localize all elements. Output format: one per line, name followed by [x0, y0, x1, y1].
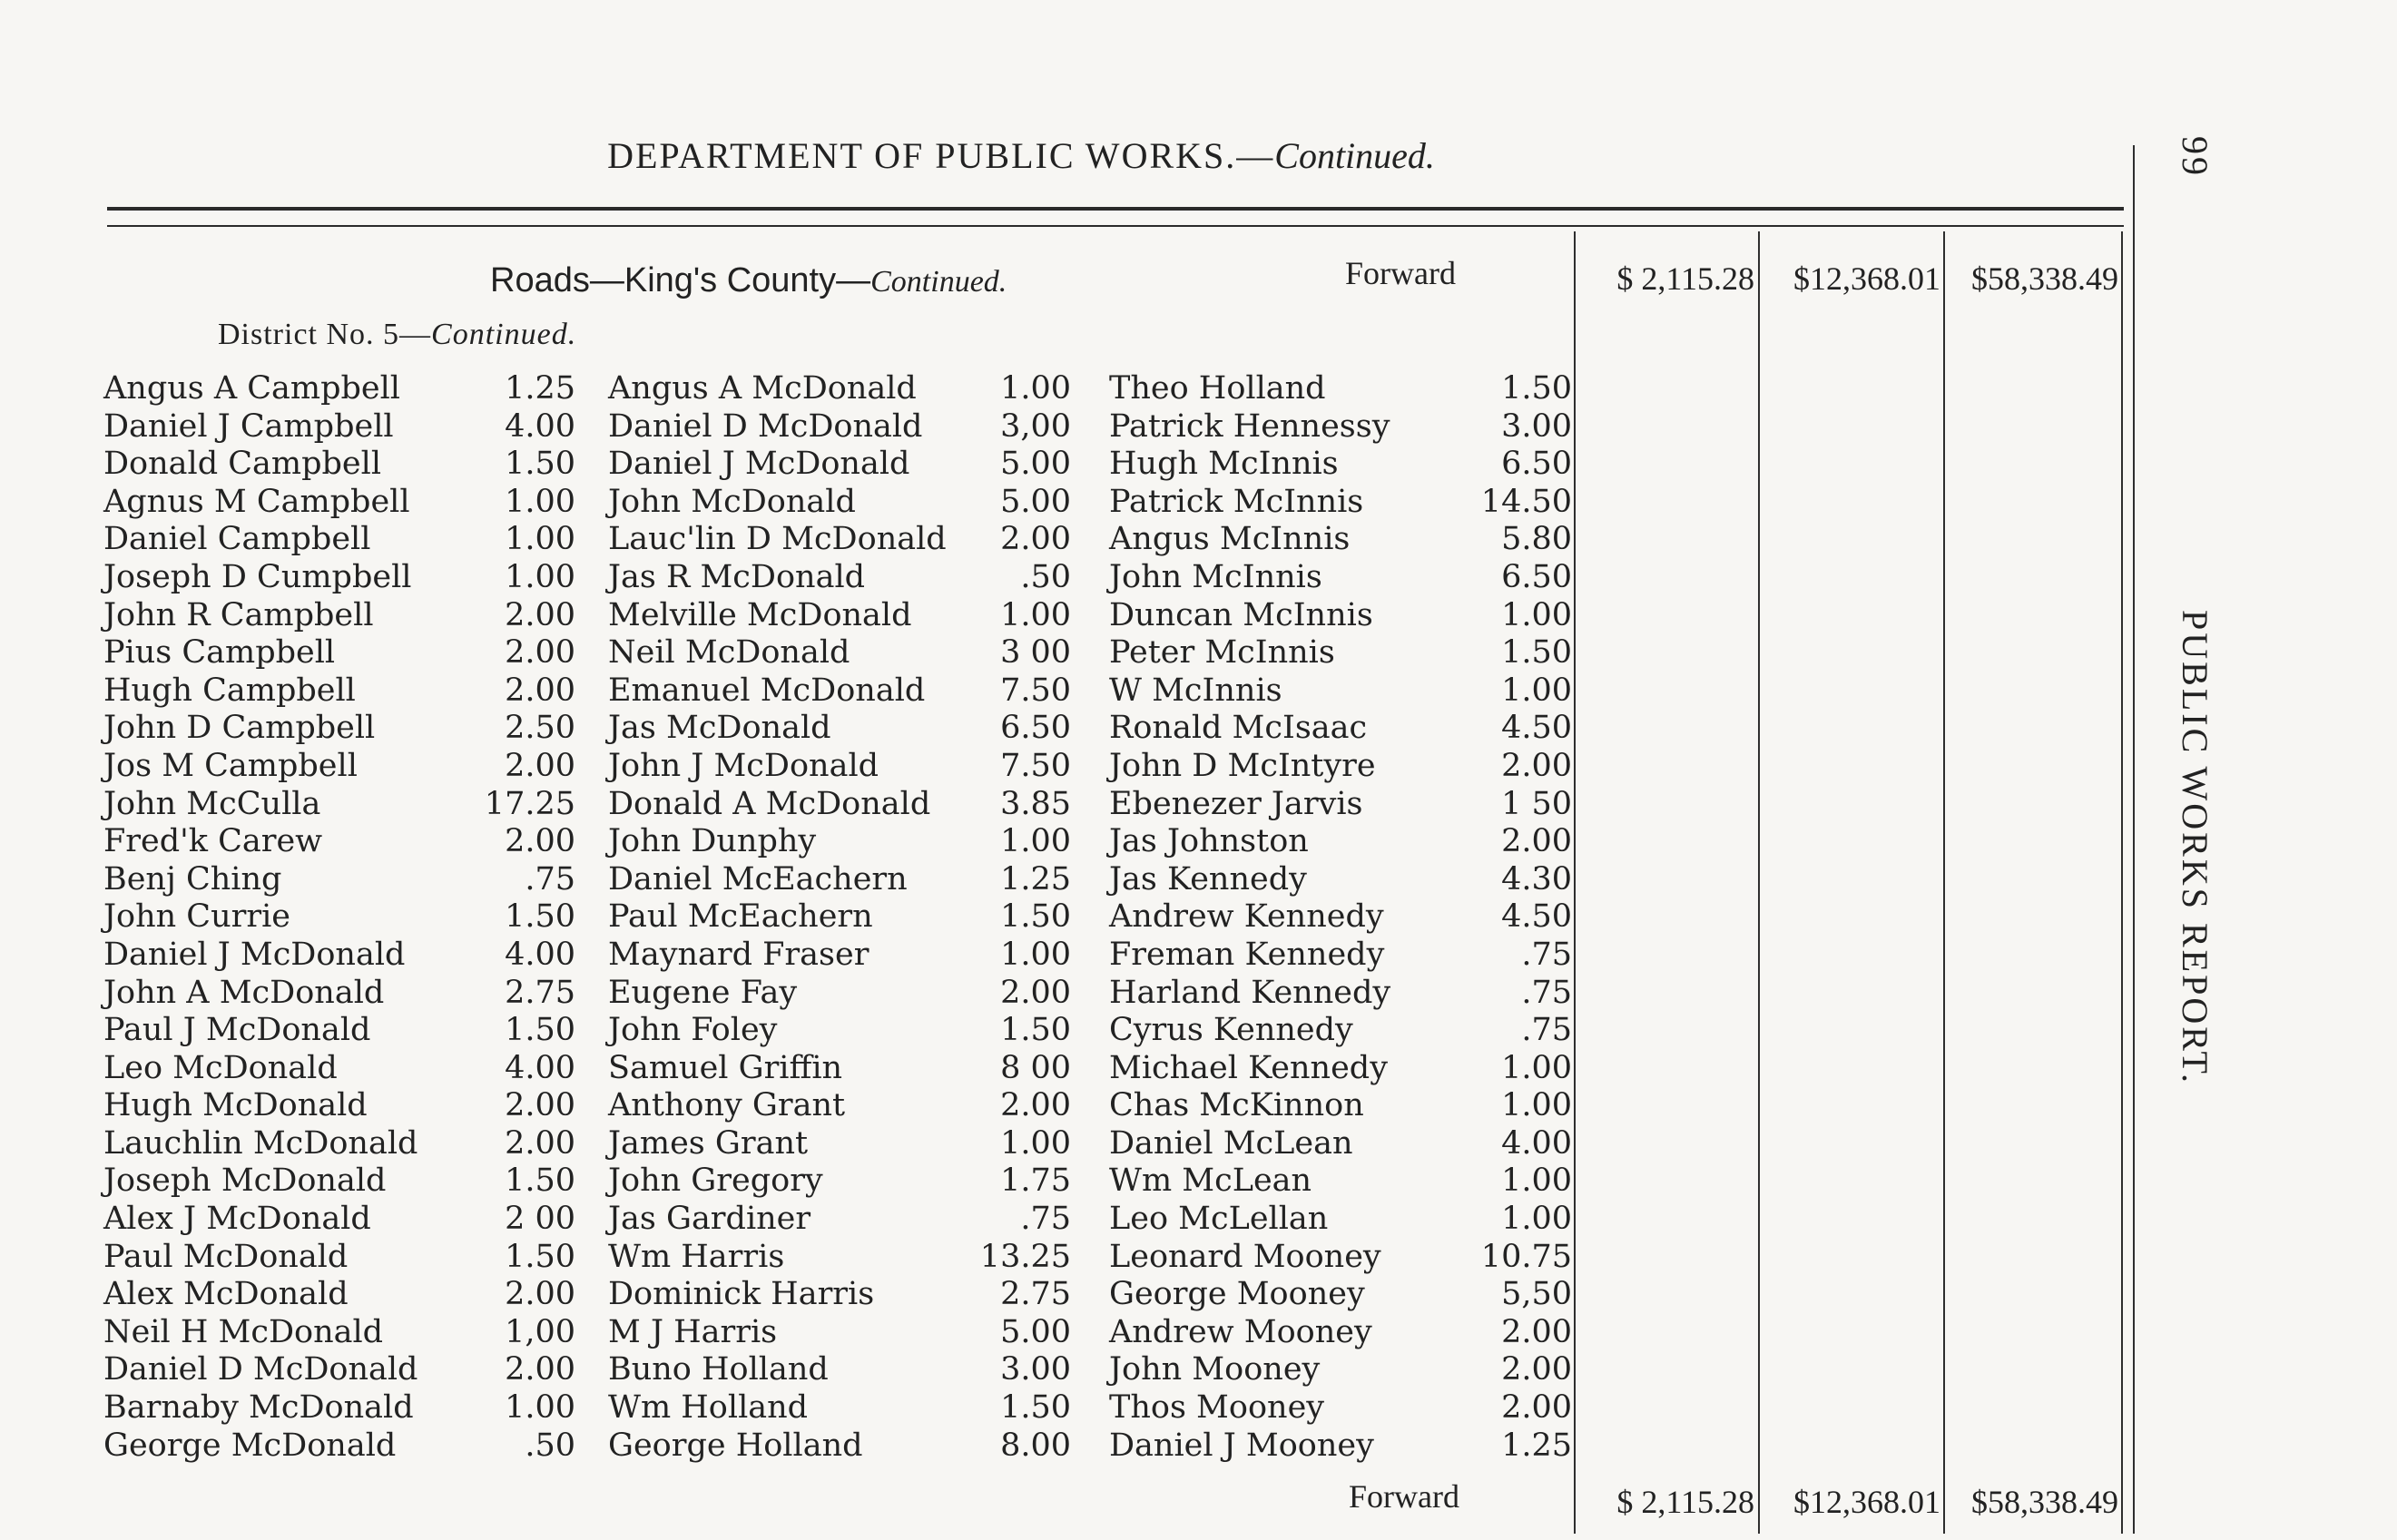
list-item — [103, 710, 575, 748]
list-item — [608, 861, 1071, 899]
list-item — [608, 1314, 1071, 1352]
list-item — [1109, 1012, 1572, 1050]
payee-name: Theo Holland — [1109, 370, 1326, 407]
list-item — [1109, 672, 1572, 711]
payee-name: Benj Ching — [103, 860, 282, 898]
payee-name: Daniel McEachern — [608, 860, 908, 898]
page-number: 99 — [2175, 136, 2215, 178]
payee-name: Daniel J Campbell — [103, 407, 394, 445]
payee-amount: 1 50 — [1501, 785, 1572, 822]
list-item — [608, 1125, 1071, 1163]
payee-amount: 3.00 — [1000, 1351, 1071, 1388]
payee-amount: 8.00 — [1000, 1427, 1071, 1464]
payee-name: W McInnis — [1109, 672, 1282, 709]
payee-amount: 7.50 — [1000, 672, 1071, 709]
list-item — [608, 975, 1071, 1013]
payee-name: Wm Holland — [608, 1389, 809, 1427]
list-item — [1109, 597, 1572, 635]
payee-amount: 10.75 — [1480, 1238, 1572, 1275]
list-item — [103, 1162, 575, 1201]
payee-name: Jas Kennedy — [1109, 860, 1307, 898]
list-item — [103, 370, 575, 408]
list-item — [103, 1012, 575, 1050]
running-title: PUBLIC WORKS REPORT. — [2175, 610, 2215, 1085]
payee-amount: .75 — [525, 860, 575, 898]
payee-name: Peter McInnis — [1109, 634, 1335, 672]
payee-amount: 3,00 — [1000, 407, 1071, 445]
payee-amount: 1.50 — [1000, 1389, 1071, 1427]
payee-amount: 2.00 — [505, 596, 575, 633]
payee-amount: 2.00 — [505, 1351, 575, 1388]
list-item — [1109, 634, 1572, 672]
payee-amount: 3 00 — [1000, 634, 1071, 672]
payee-amount: 2.00 — [1501, 823, 1572, 860]
list-item — [1109, 1314, 1572, 1352]
payee-name: Samuel Griffin — [608, 1049, 843, 1086]
list-item — [103, 484, 575, 522]
list-item — [608, 748, 1071, 786]
list-item — [1109, 1087, 1572, 1125]
list-item — [608, 597, 1071, 635]
payee-name: Alex J McDonald — [103, 1201, 371, 1238]
payee-name: Maynard Fraser — [608, 936, 869, 973]
payee-amount: 13.25 — [979, 1238, 1071, 1275]
payee-amount: 2.50 — [505, 710, 575, 747]
payee-name: Andrew Kennedy — [1109, 898, 1384, 936]
list-item — [1109, 408, 1572, 446]
payee-amount: 4.00 — [505, 407, 575, 445]
payee-name: John J McDonald — [608, 747, 879, 784]
payee-name: Fred'k Carew — [103, 823, 323, 860]
list-item — [608, 823, 1071, 861]
payee-amount: 2.00 — [1501, 1313, 1572, 1350]
payee-name: John Foley — [608, 1012, 778, 1049]
payee-name: James Grant — [608, 1124, 809, 1162]
payee-amount: 3.00 — [1501, 407, 1572, 445]
list-item — [608, 1012, 1071, 1050]
payee-amount: .75 — [1020, 1201, 1071, 1238]
section-title — [490, 261, 1007, 300]
header-rule-bottom — [107, 225, 2124, 227]
list-item — [1109, 786, 1572, 824]
payee-amount: 1.00 — [1501, 672, 1572, 709]
payee-amount: 3.85 — [1000, 785, 1071, 822]
list-item — [608, 786, 1071, 824]
payee-name: Jos M Campbell — [103, 747, 358, 784]
payee-name: Andrew Mooney — [1109, 1313, 1372, 1350]
list-item — [608, 484, 1071, 522]
margin-rule — [2133, 145, 2135, 1534]
list-item — [1109, 370, 1572, 408]
district-heading-text: District No. 5— — [218, 318, 432, 351]
payee-name: John Dunphy — [608, 823, 817, 860]
list-item — [608, 559, 1071, 597]
list-item — [608, 1201, 1071, 1239]
list-item — [103, 1050, 575, 1088]
payee-name: John D McIntyre — [1109, 747, 1376, 784]
payee-amount: 1.00 — [1000, 596, 1071, 633]
payee-amount: 6.50 — [1000, 710, 1071, 747]
header-title: DEPARTMENT OF PUBLIC WORKS.— — [607, 135, 1275, 176]
payee-name: Angus McInnis — [1109, 521, 1351, 558]
header-continued: Continued. — [1274, 135, 1435, 176]
list-item — [608, 1276, 1071, 1314]
payee-name: Lauc'lin D McDonald — [608, 521, 947, 558]
list-item — [1109, 521, 1572, 559]
payee-amount: 2.00 — [1000, 974, 1071, 1011]
payee-name: Joseph D Cumpbell — [103, 558, 412, 595]
list-item — [608, 1087, 1071, 1125]
payee-amount: 5.00 — [1000, 483, 1071, 520]
payee-amount: 2.75 — [505, 974, 575, 1011]
list-item — [1109, 823, 1572, 861]
payee-amount: 7.50 — [1000, 747, 1071, 784]
payee-amount: 4.00 — [1501, 1124, 1572, 1162]
payee-name: Patrick McInnis — [1109, 483, 1364, 520]
payee-name: Harland Kennedy — [1109, 974, 1391, 1011]
forward-top-col2: $12,368.01 — [1793, 260, 1940, 297]
forward-label-top: Forward — [1345, 255, 1456, 291]
payee-name: John McCulla — [103, 785, 321, 822]
forward-bottom-col1: $ 2,115.28 — [1616, 1484, 1754, 1520]
forward-top-col3: $58,338.49 — [1971, 260, 2118, 297]
list-item — [103, 408, 575, 446]
section-title-text: Roads—King's County— — [490, 261, 871, 299]
payee-amount: 2.00 — [505, 823, 575, 860]
list-item — [1109, 1276, 1572, 1314]
payee-amount: 2.00 — [1000, 521, 1071, 558]
header-rule-top — [107, 207, 2124, 211]
payee-amount: 1.50 — [1000, 1012, 1071, 1049]
list-item — [103, 1314, 575, 1352]
section-title-continued: Continued. — [870, 265, 1007, 299]
payee-name: Thos Mooney — [1109, 1389, 1325, 1427]
payee-name: Daniel McLean — [1109, 1124, 1353, 1162]
list-item — [608, 1239, 1071, 1277]
payee-amount: 4.50 — [1501, 898, 1572, 936]
payee-name: Paul McEachern — [608, 898, 873, 936]
list-item — [608, 408, 1071, 446]
payee-name: Leo McLellan — [1109, 1201, 1329, 1238]
forward-label-bottom: Forward — [1349, 1478, 1459, 1515]
payee-amount: 1.50 — [1501, 370, 1572, 407]
payee-name: Neil H McDonald — [103, 1313, 384, 1350]
forward-bottom-col2: $12,368.01 — [1793, 1484, 1940, 1520]
list-item — [103, 597, 575, 635]
payee-amount: 1.00 — [1501, 1049, 1572, 1086]
payee-name: Paul J McDonald — [103, 1012, 371, 1049]
payee-name: Donald Campbell — [103, 446, 382, 483]
payee-amount: 6.50 — [1501, 558, 1572, 595]
forward-top-col1: $ 2,115.28 — [1616, 260, 1754, 297]
payee-name: Patrick Hennessy — [1109, 407, 1390, 445]
payee-amount: 4.50 — [1501, 710, 1572, 747]
payee-amount: .75 — [1521, 936, 1572, 973]
payee-amount: .50 — [1020, 558, 1071, 595]
payee-amount: 1.00 — [1501, 596, 1572, 633]
payee-amount: 1.00 — [1000, 1124, 1071, 1162]
payee-name: John Mooney — [1109, 1351, 1321, 1388]
payee-name: Cyrus Kennedy — [1109, 1012, 1353, 1049]
payee-name: Hugh McInnis — [1109, 446, 1339, 483]
list-item — [103, 1276, 575, 1314]
payee-amount: 4.00 — [505, 1049, 575, 1086]
payee-name: Alex McDonald — [103, 1276, 349, 1313]
payee-name: Jas Gardiner — [608, 1201, 811, 1238]
list-item — [608, 672, 1071, 711]
payee-name: Wm McLean — [1109, 1162, 1312, 1200]
payee-amount: 1.50 — [505, 1238, 575, 1275]
list-item — [1109, 898, 1572, 937]
page-header — [0, 134, 2042, 177]
list-item — [608, 370, 1071, 408]
names-column-2 — [608, 370, 1071, 1465]
list-item — [1109, 559, 1572, 597]
list-item — [1109, 446, 1572, 484]
payee-amount: 2.00 — [505, 672, 575, 709]
list-item — [103, 1351, 575, 1389]
list-item — [103, 937, 575, 975]
payee-amount: 2.00 — [1000, 1087, 1071, 1124]
payee-name: George McDonald — [103, 1427, 397, 1464]
payee-amount: 1.50 — [505, 898, 575, 936]
amount-col-rule-3 — [1943, 231, 1945, 1534]
list-item — [103, 786, 575, 824]
payee-amount: .50 — [525, 1427, 575, 1464]
list-item — [103, 861, 575, 899]
payee-amount: 5.80 — [1501, 521, 1572, 558]
list-item — [103, 446, 575, 484]
payee-amount: 1.00 — [505, 558, 575, 595]
list-item — [1109, 484, 1572, 522]
payee-amount: .75 — [1521, 974, 1572, 1011]
payee-name: Duncan McInnis — [1109, 596, 1373, 633]
payee-amount: 8 00 — [1000, 1049, 1071, 1086]
payee-amount: 2.75 — [1000, 1276, 1071, 1313]
payee-name: John D Campbell — [103, 710, 376, 747]
payee-name: Jas R McDonald — [608, 558, 866, 595]
payee-name: M J Harris — [608, 1313, 778, 1350]
payee-name: Chas McKinnon — [1109, 1087, 1364, 1124]
list-item — [608, 1162, 1071, 1201]
list-item — [1109, 1050, 1572, 1088]
payee-name: Daniel Campbell — [103, 521, 371, 558]
payee-amount: 2.00 — [505, 747, 575, 784]
payee-name: John R Campbell — [103, 596, 374, 633]
payee-amount: 1.00 — [1501, 1162, 1572, 1200]
list-item — [103, 1087, 575, 1125]
payee-amount: 2.00 — [1501, 747, 1572, 784]
list-item — [103, 634, 575, 672]
list-item — [608, 1050, 1071, 1088]
district-heading — [218, 318, 576, 352]
payee-name: Jas McDonald — [608, 710, 831, 747]
payee-amount: 1.50 — [505, 1162, 575, 1200]
payee-amount: 1.00 — [1000, 823, 1071, 860]
list-item — [608, 898, 1071, 937]
payee-amount: 1.75 — [1000, 1162, 1071, 1200]
list-item — [103, 521, 575, 559]
list-item — [103, 898, 575, 937]
payee-amount: 1.00 — [505, 483, 575, 520]
payee-name: Daniel J McDonald — [608, 446, 910, 483]
list-item — [1109, 710, 1572, 748]
list-item — [1109, 1125, 1572, 1163]
list-item — [103, 1427, 575, 1466]
payee-amount: 5.00 — [1000, 1313, 1071, 1350]
payee-name: John Gregory — [608, 1162, 823, 1200]
list-item — [608, 1389, 1071, 1427]
names-column-1 — [103, 370, 575, 1465]
amount-col-rule-2 — [1758, 231, 1760, 1534]
payee-amount: 2 00 — [505, 1201, 575, 1238]
payee-amount: 1.00 — [1000, 370, 1071, 407]
payee-amount: 1.00 — [1501, 1201, 1572, 1238]
payee-name: Agnus M Campbell — [103, 483, 410, 520]
list-item — [1109, 1389, 1572, 1427]
list-item — [1109, 748, 1572, 786]
list-item — [1109, 1427, 1572, 1466]
payee-amount: 1.50 — [505, 446, 575, 483]
list-item — [103, 559, 575, 597]
list-item — [1109, 937, 1572, 975]
list-item — [103, 748, 575, 786]
payee-name: Angus A McDonald — [608, 370, 917, 407]
payee-name: Leonard Mooney — [1109, 1238, 1381, 1275]
payee-amount: 2.00 — [1501, 1389, 1572, 1427]
amount-col-rule-1 — [1574, 231, 1576, 1534]
payee-name: Barnaby McDonald — [103, 1389, 414, 1427]
list-item — [608, 1427, 1071, 1466]
list-item — [103, 1201, 575, 1239]
payee-name: Daniel J Mooney — [1109, 1427, 1374, 1464]
payee-name: Ronald McIsaac — [1109, 710, 1368, 747]
list-item — [1109, 975, 1572, 1013]
payee-name: Daniel D McDonald — [103, 1351, 418, 1388]
list-item — [1109, 1351, 1572, 1389]
list-item — [608, 937, 1071, 975]
payee-name: John McDonald — [608, 483, 856, 520]
list-item — [1109, 861, 1572, 899]
payee-name: Angus A Campbell — [103, 370, 400, 407]
payee-name: Buno Holland — [608, 1351, 829, 1388]
payee-name: Daniel D McDonald — [608, 407, 923, 445]
payee-name: Dominick Harris — [608, 1276, 875, 1313]
payee-amount: 5,50 — [1501, 1276, 1572, 1313]
list-item — [608, 446, 1071, 484]
payee-amount: 4.00 — [505, 936, 575, 973]
forward-bottom-col3: $58,338.49 — [1971, 1484, 2118, 1520]
payee-name: Michael Kennedy — [1109, 1049, 1388, 1086]
list-item — [608, 710, 1071, 748]
payee-name: Joseph McDonald — [103, 1162, 387, 1200]
payee-amount: 2.00 — [505, 1276, 575, 1313]
payee-name: Pius Campbell — [103, 634, 336, 672]
list-item — [103, 672, 575, 711]
amount-col-rule-4 — [2121, 231, 2123, 1534]
payee-name: Emanuel McDonald — [608, 672, 926, 709]
payee-name: Anthony Grant — [608, 1087, 846, 1124]
payee-amount: 14.50 — [1480, 483, 1572, 520]
payee-amount: 2.00 — [505, 634, 575, 672]
list-item — [103, 823, 575, 861]
payee-amount: 2.00 — [1501, 1351, 1572, 1388]
payee-name: George Mooney — [1109, 1276, 1365, 1313]
payee-name: John A McDonald — [103, 974, 385, 1011]
list-item — [1109, 1239, 1572, 1277]
payee-amount: 1.00 — [1000, 936, 1071, 973]
list-item — [103, 975, 575, 1013]
payee-name: Hugh Campbell — [103, 672, 356, 709]
payee-amount: .75 — [1521, 1012, 1572, 1049]
names-column-3 — [1109, 370, 1572, 1465]
payee-name: Melville McDonald — [608, 596, 912, 633]
payee-amount: 1.25 — [1501, 1427, 1572, 1464]
payee-name: Daniel J McDonald — [103, 936, 406, 973]
payee-amount: 1.25 — [505, 370, 575, 407]
payee-amount: 1.25 — [1000, 860, 1071, 898]
payee-amount: 1,00 — [505, 1313, 575, 1350]
list-item — [608, 1351, 1071, 1389]
payee-amount: 2.00 — [505, 1124, 575, 1162]
payee-name: John McInnis — [1109, 558, 1322, 595]
payee-amount: 2.00 — [505, 1087, 575, 1124]
payee-name: Neil McDonald — [608, 634, 850, 672]
list-item — [1109, 1201, 1572, 1239]
payee-amount: 1.00 — [1501, 1087, 1572, 1124]
list-item — [103, 1239, 575, 1277]
district-heading-continued: Continued. — [431, 318, 577, 351]
payee-name: Jas Johnston — [1109, 823, 1309, 860]
payee-name: Wm Harris — [608, 1238, 785, 1275]
payee-name: John Currie — [103, 898, 291, 936]
payee-amount: 1.50 — [1000, 898, 1071, 936]
payee-amount: 5.00 — [1000, 446, 1071, 483]
payee-name: Ebenezer Jarvis — [1109, 785, 1363, 822]
list-item — [608, 521, 1071, 559]
payee-amount: 6.50 — [1501, 446, 1572, 483]
payee-name: Hugh McDonald — [103, 1087, 368, 1124]
list-item — [103, 1389, 575, 1427]
payee-name: Lauchlin McDonald — [103, 1124, 418, 1162]
payee-name: Donald A McDonald — [608, 785, 931, 822]
payee-name: Eugene Fay — [608, 974, 798, 1011]
payee-amount: 1.00 — [505, 1389, 575, 1427]
list-item — [1109, 1162, 1572, 1201]
payee-amount: 17.25 — [484, 785, 575, 822]
list-item — [608, 634, 1071, 672]
payee-name: Paul McDonald — [103, 1238, 349, 1275]
payee-amount: 1.00 — [505, 521, 575, 558]
payee-name: George Holland — [608, 1427, 863, 1464]
payee-amount: 1.50 — [1501, 634, 1572, 672]
payee-amount: 4.30 — [1501, 860, 1572, 898]
payee-name: Leo McDonald — [103, 1049, 338, 1086]
list-item — [103, 1125, 575, 1163]
payee-amount: 1.50 — [505, 1012, 575, 1049]
payee-name: Freman Kennedy — [1109, 936, 1385, 973]
